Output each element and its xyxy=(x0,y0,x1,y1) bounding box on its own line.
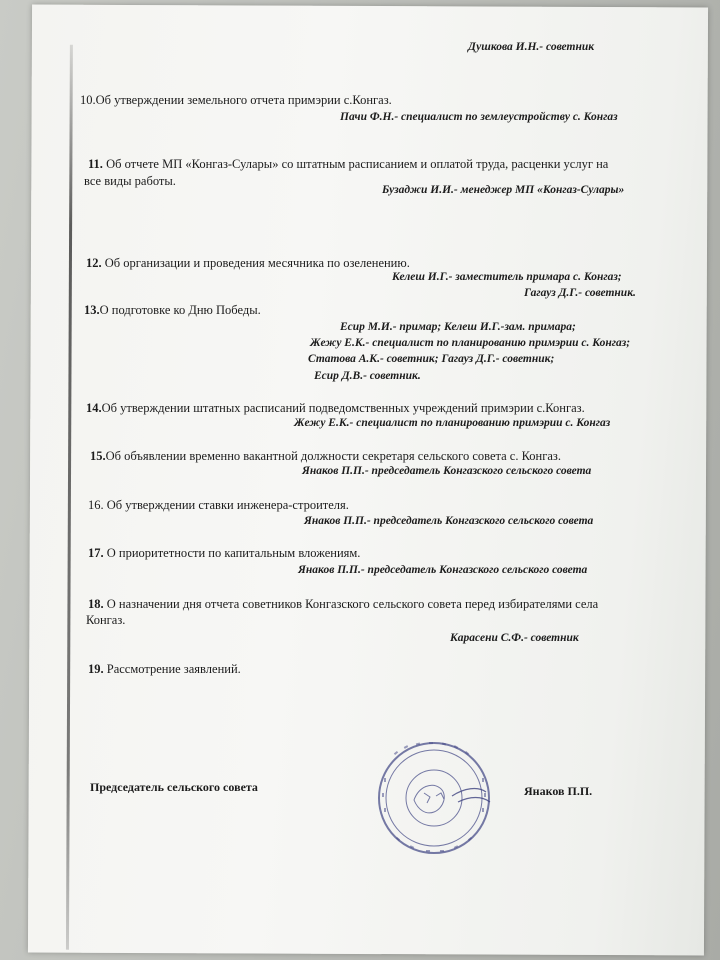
item-text: Об утверждении штатных расписаний подведомственных учреждений примэрии с.Конгаз. xyxy=(101,401,585,415)
signatory-title: Председатель сельского совета xyxy=(90,780,258,794)
agenda-item-16 xyxy=(88,498,349,513)
item-number: 15. xyxy=(90,449,106,463)
item-number: 12. xyxy=(86,256,102,270)
agenda-item-14 xyxy=(86,401,585,416)
agenda-item-18-cont: Конгаз. xyxy=(86,613,126,627)
item-15-responsible: Янаков П.П.- председатель Конгазского сельского совета xyxy=(302,465,592,477)
item-13-responsible-1: Есир М.И.- примар; Келеш И.Г.-зам. примара; xyxy=(340,321,576,333)
agenda-item-11-cont: все виды работы. xyxy=(84,174,176,188)
item-text: Рассмотрение заявлений. xyxy=(103,662,241,676)
item-text: О приоритетности по капитальным вложениям. xyxy=(103,546,361,560)
item-number: 14. xyxy=(86,401,102,415)
item-number: 10. xyxy=(80,93,96,107)
item-number: 18. xyxy=(88,597,104,611)
item-number: 17. xyxy=(88,546,104,560)
agenda-item-12 xyxy=(86,256,410,271)
item-12-responsible-2: Гагауз Д.Г.- советник. xyxy=(524,287,636,299)
item-11-responsible: Бузаджи И.И.- менеджер МП «Конгаз-Сулары» xyxy=(382,184,625,196)
official-stamp-seal xyxy=(374,738,494,858)
agenda-item-18 xyxy=(88,597,598,612)
document-page xyxy=(28,5,708,956)
top-responsible: Душкова И.Н.- советник xyxy=(468,41,595,53)
agenda-item-15 xyxy=(90,449,561,464)
item-number: 11. xyxy=(88,157,103,171)
agenda-item-10 xyxy=(80,93,392,108)
item-16-responsible: Янаков П.П.- председатель Конгазского сельского совета xyxy=(304,515,594,527)
item-13-responsible-2: Жежу Е.К.- специалист по планированию примэрии с. Конгаз; xyxy=(310,337,631,349)
item-text: Об объявлении временно вакантной должности секретаря сельского совета с. Конгаз. xyxy=(105,449,561,463)
item-text: Об утверждении ставки инженера-строителя. xyxy=(103,498,349,512)
page-edge-shadow xyxy=(66,45,73,950)
item-number: 16. xyxy=(88,498,104,512)
agenda-item-11 xyxy=(88,157,608,172)
item-18-responsible: Карасени С.Ф.- советник xyxy=(450,632,579,644)
item-13-responsible-3: Статова А.К.- советник; Гагауз Д.Г.- советник; xyxy=(308,353,555,365)
agenda-item-17 xyxy=(88,546,360,561)
item-text: Об организации и проведения месячника по озеленению. xyxy=(101,256,410,270)
item-12-responsible-1: Келеш И.Г.- заместитель примара с. Конгаз; xyxy=(392,271,622,283)
item-14-responsible: Жежу Е.К.- специалист по планированию примэрии с. Конгаз xyxy=(294,417,611,429)
item-text: Об отчете МП «Конгаз-Сулары» со штатным расписанием и оплатой труда, расценки услуг на xyxy=(102,157,609,171)
item-17-responsible: Янаков П.П.- председатель Конгазского сельского совета xyxy=(298,564,588,576)
item-number: 19. xyxy=(88,662,104,676)
signatory-name: Янаков П.П. xyxy=(524,784,593,798)
item-number: 13. xyxy=(84,303,100,317)
item-13-responsible-4: Есир Д.В.- советник. xyxy=(314,370,421,382)
agenda-item-13 xyxy=(84,303,261,318)
item-10-responsible: Пачи Ф.Н.- специалист по землеустройству с. Конгаз xyxy=(340,111,618,123)
item-text: О подготовке ко Дню Победы. xyxy=(99,303,261,317)
agenda-item-19 xyxy=(88,662,241,677)
item-text: Об утверждении земельного отчета примэрии с.Конгаз. xyxy=(95,93,392,107)
item-text: О назначении дня отчета советников Конгазского сельского совета перед избирателями села xyxy=(103,597,599,611)
